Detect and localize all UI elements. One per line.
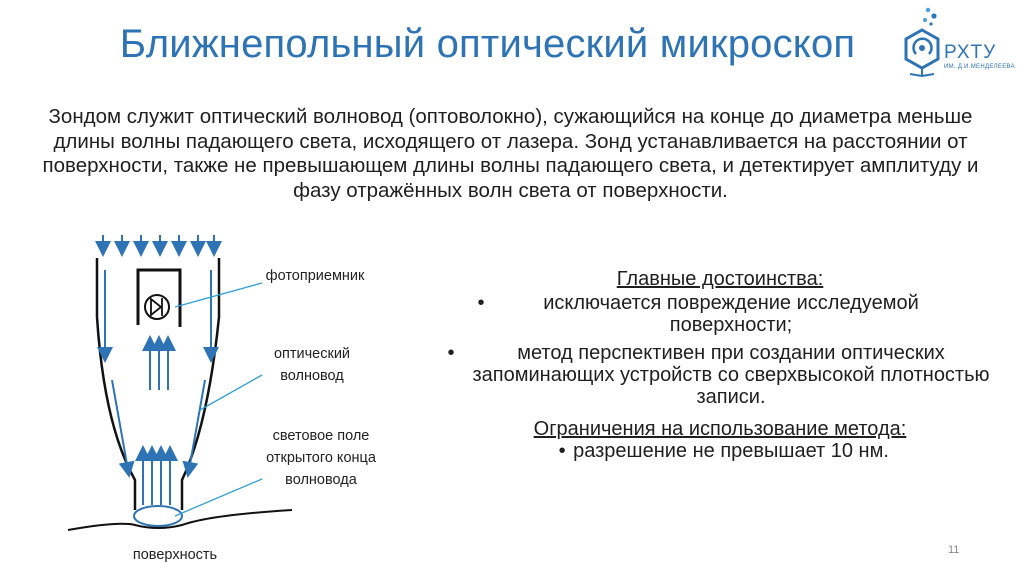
label-waveguide: оптический волновод xyxy=(273,346,351,384)
label-surface: поверхность xyxy=(132,547,218,563)
reflected-light-arrows xyxy=(143,343,170,505)
advantage-text: исключается повреждение исследуемой поверхности; xyxy=(543,292,919,336)
label-light-field: световое поле открытого конца волновода xyxy=(266,428,376,488)
bullet-dot: • xyxy=(477,292,485,314)
university-logo xyxy=(898,4,1018,86)
limitation-item xyxy=(500,440,940,462)
label-photodetector: фотоприемник xyxy=(265,268,365,284)
advantage-item xyxy=(470,292,970,336)
bullet-dot: • xyxy=(447,342,455,364)
near-field-ellipse xyxy=(134,506,182,526)
logo-subtext: ИМ. Д.И.МЕНДЕЛЕЕВА xyxy=(944,64,1015,70)
advantage-item xyxy=(440,342,1000,408)
limitation-text: разрешение не превышает 10 нм. xyxy=(573,440,889,462)
advantages-section xyxy=(430,268,1010,462)
slide-title: Ближнепольный оптический микроскоп xyxy=(119,22,856,66)
advantages-heading: Главные достоинства: xyxy=(616,268,824,290)
advantage-text: метод перспективен при создании оптических запоминающих устройств со сверхвысокой плотностью записи. xyxy=(472,342,990,408)
photodiode-icon xyxy=(145,295,169,319)
intro-paragraph: Зондом служит оптический волновод (оптоволокно), сужающийся на конце до диаметра меньше длины волны падающего света, исходящего от лазера. Зонд устанавливается на расстоянии от поверхности, также не превышающем длины волны падающего света, и детектирует амплитуду и фазу отражённых волн света от поверхности. xyxy=(42,105,979,202)
limitations-heading: Ограничения на использование метода: xyxy=(533,418,907,440)
bullet-dot: • xyxy=(558,440,566,462)
waveguide-left-wall xyxy=(97,258,135,510)
incoming-light-arrows xyxy=(103,235,214,249)
logo-text: РХТУ xyxy=(944,42,997,63)
page-number: 11 xyxy=(948,544,960,556)
probe-diagram xyxy=(0,225,420,574)
